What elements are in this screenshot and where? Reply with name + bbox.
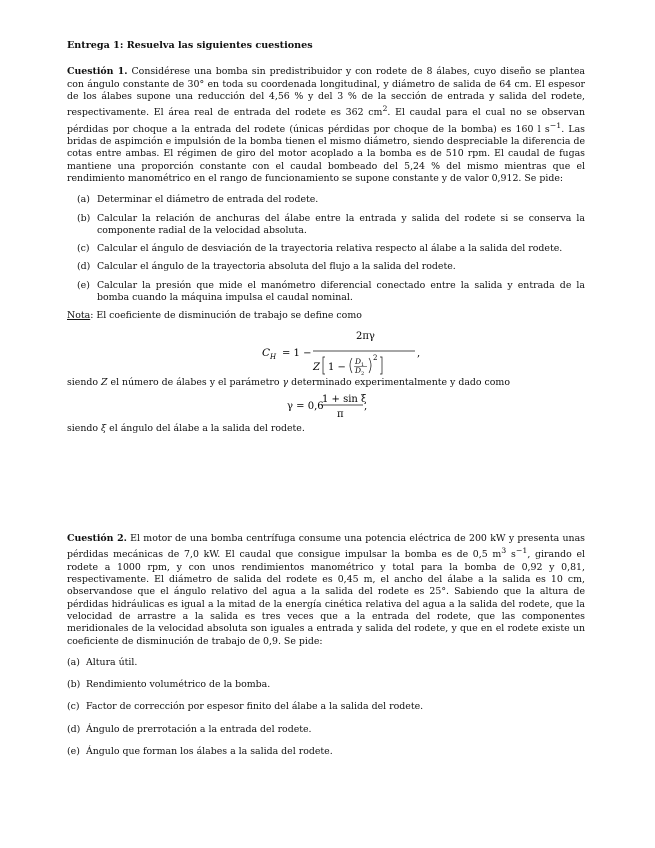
eq1-comma: ,	[417, 347, 421, 359]
equation-explanation	[67, 377, 585, 389]
question-2-items	[67, 657, 585, 758]
eq1-D1: D	[355, 356, 362, 366]
eq2-numerator: 1 + sin ξ	[322, 393, 367, 405]
item-label: (d)	[67, 723, 81, 735]
list-item	[67, 194, 585, 206]
end-xi: ξ	[101, 422, 107, 434]
question-2-label: Cuestión 2.	[67, 533, 127, 544]
mid-text-c: determinado experimentalmente y dado como	[288, 376, 510, 388]
item-text: Calcular el ángulo de desviación de la trayectoria relativa respecto al álabe a la salida del rodete.	[97, 243, 563, 255]
question-1-sup-a: 2	[382, 104, 388, 114]
item-label: (b)	[67, 679, 81, 691]
question-2-text-b: s	[506, 549, 516, 561]
eq2-denominator: π	[337, 408, 344, 420]
list-item	[67, 243, 585, 255]
mid-text-b: el número de álabes y el parámetro	[107, 376, 283, 388]
end-text-a: siendo	[67, 422, 102, 434]
question-1-text-c: . Las bridas de aspimción e impulsión de la bomba tienen el mismo diámetro, siendo despreciable la diferencia de cotas entre ambas. El régimen de giro del motor acoplado a la bomba es de 510 rpm. El caudal de fugas mantiene una proporción constante con el caudal bombeado del 5,24 % del mismo mientras que el rendimiento manométrico en el rango de funcionamiento se supone constante y de valor 0,912. Se pide:	[67, 123, 585, 184]
eq2-lhs: γ = 0,6	[287, 400, 324, 412]
list-item	[67, 657, 585, 669]
eq1-lhs-sub: H	[270, 352, 277, 361]
eq1-one: = 1 −	[282, 347, 312, 359]
question-2-statement	[67, 533, 585, 648]
eq1-left-paren	[350, 358, 352, 373]
page-title: Entrega 1: Resuelva las siguientes cuestiones	[67, 40, 313, 51]
eq1-square: 2	[373, 353, 378, 362]
equation-work-coefficient	[67, 327, 585, 375]
item-label: (e)	[77, 279, 90, 291]
eq1-D2-sub: 2	[361, 370, 365, 375]
item-text: Calcular el ángulo de la trayectoria absoluta del flujo a la salida del rodete.	[97, 261, 456, 273]
item-label: (c)	[67, 701, 80, 713]
question-2-text-a: El motor de una bomba centrífuga consume una potencia eléctrica de 200 kW y presenta unas pérdidas mecánicas de 7,0 kW. El caudal que consigue impulsar la bomba es de 0,5 m	[67, 533, 585, 561]
equation-1-svg	[67, 327, 585, 375]
eq1-left-bracket	[323, 357, 325, 374]
eq1-lhs: C	[262, 346, 271, 359]
mid-text-a: siendo	[67, 376, 102, 388]
mid-gamma: γ	[282, 376, 289, 388]
eq1-right-bracket	[380, 357, 382, 374]
list-item	[67, 746, 585, 758]
eq1-D1-sub: 1	[361, 361, 365, 368]
question-2-section	[67, 533, 585, 768]
item-label: (d)	[77, 261, 91, 273]
eq1-Z: Z	[313, 361, 320, 373]
item-label: (a)	[67, 656, 80, 668]
item-label: (c)	[77, 243, 90, 255]
list-item	[67, 679, 585, 691]
question-1-items	[67, 194, 585, 304]
question-2-sup-b: −1	[515, 546, 528, 556]
list-item	[67, 724, 585, 736]
list-item	[67, 261, 585, 273]
item-text: Factor de corrección por espesor finito del álabe a la salida del rodete.	[86, 701, 424, 713]
item-text: Rendimiento volumétrico de la bomba.	[86, 679, 271, 691]
eq1-right-paren	[369, 358, 371, 373]
item-text: Calcular la presión que mide el manómetro diferencial conectado entre la salida y entrada de la bomba cuando la máquina impulsa el caudal nominal.	[97, 279, 585, 303]
item-label: (b)	[77, 212, 91, 224]
question-2-sup-a: 3	[501, 546, 507, 556]
item-label: (e)	[67, 745, 80, 757]
equation-2-svg	[67, 391, 585, 421]
note-label: Nota	[67, 310, 91, 322]
list-item	[67, 213, 585, 238]
question-1-statement	[67, 66, 585, 185]
item-text: Ángulo de prerrotación a la entrada del rodete.	[86, 723, 312, 735]
item-text: Altura útil.	[86, 656, 138, 668]
question-2-text-c: , girando el rodete a 1000 rpm, y con unos rendimientos manométrico y total para la bomba de 0,92 y 0,81, respectivamente. El diámetro de salida del rodete es 0,45 m, el ancho del álabe a la salida es 10 cm, observandose que el ángulo relativo del agua a la salida del rodete es 25°. Sabiendo que la altura de pérdidas hidráulicas es igual a la mitad de la energía cinética relativa del agua a la salida del rodete, que la velocidad de arrastre a la salida es tres veces que a la entrada del rodete, que las componentes meridionales de la velocidad absoluta son iguales a entrada y salida del rodete, y que en el rodete existe un coeficiente de disminución de trabajo de 0,9. Se pide:	[67, 549, 585, 647]
equation-gamma	[67, 391, 585, 421]
question-1-label: Cuestión 1.	[67, 66, 128, 78]
question-1-sup-b: −1	[549, 120, 562, 130]
note-text: : El coeficiente de disminución de trabajo se define como	[90, 310, 362, 322]
question-1-text-a: Considérese una bomba sin predistribuidor y con rodete de 8 álabes, cuyo diseño se plantea con ángulo constante de 30° en toda su coordenada longitudinal, y diámetro de salida de 64 cm. El espesor de los álabes supone una reducción del 4,56 % y del 3 % de la sección de entrada y salida del rodete, respectivamente. El área real de entrada del rodete es 362 cm	[67, 66, 585, 119]
question-1-section	[67, 40, 585, 435]
item-text: Determinar el diámetro de entrada del rodete.	[97, 194, 319, 206]
eq1-numerator: 2πγ	[356, 330, 375, 342]
item-text: Ángulo que forman los álabes a la salida del rodete.	[86, 745, 333, 757]
item-label: (a)	[77, 194, 90, 206]
note-paragraph	[67, 310, 585, 322]
list-item	[67, 280, 585, 305]
xi-explanation	[67, 423, 585, 435]
list-item	[67, 701, 585, 713]
question-1-text-b: . El caudal para el cual no se observan pérdidas por choque a la entrada del rodete (únicas pérdidas por choque de la bomba) es 160 l s	[67, 107, 586, 135]
mid-Z: Z	[101, 376, 108, 388]
eq1-D2: D	[355, 365, 362, 375]
eq1-inner-one: 1 −	[328, 361, 346, 373]
eq2-comma: ,	[364, 400, 368, 412]
item-text: Calcular la relación de anchuras del álabe entre la entrada y salida del rodete si se conserva la componente radial de la velocidad absoluta.	[97, 212, 585, 236]
end-text-b: el ángulo del álabe a la salida del rodete.	[106, 422, 305, 434]
